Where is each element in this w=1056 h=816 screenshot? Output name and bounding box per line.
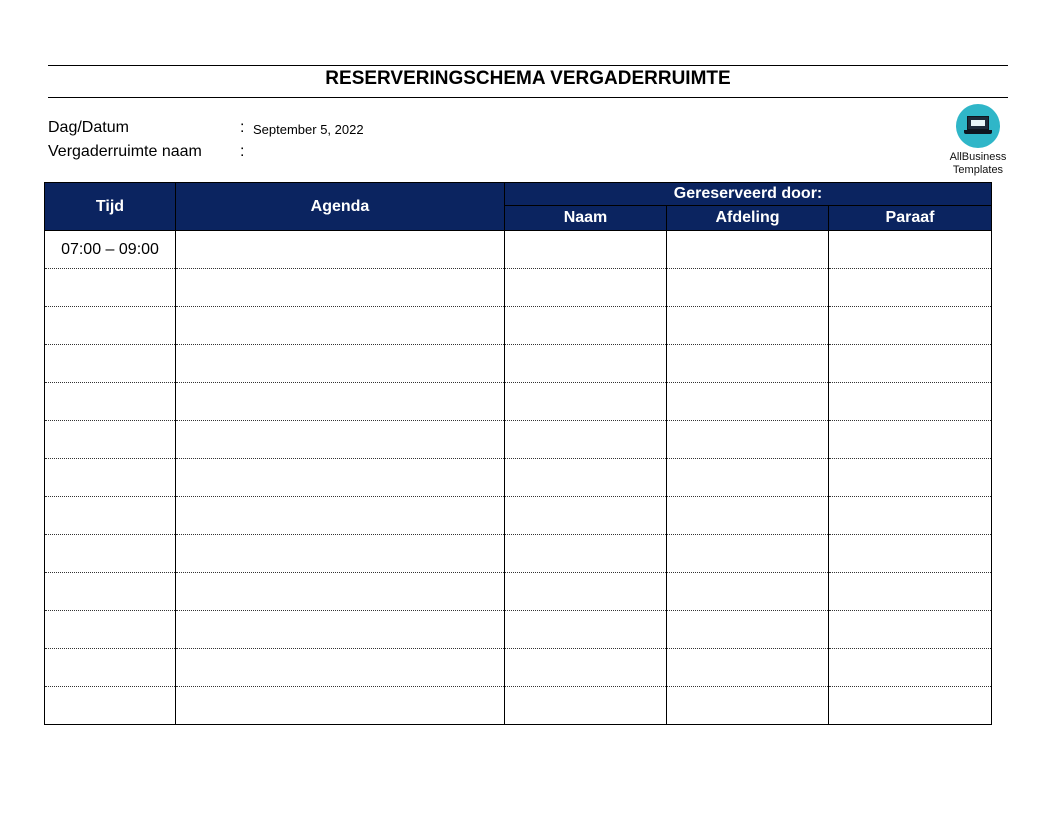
cell-agenda[interactable]: [176, 497, 505, 535]
cell-agenda[interactable]: [176, 421, 505, 459]
cell-naam[interactable]: [505, 345, 667, 383]
table-row: [45, 231, 992, 269]
cell-naam[interactable]: [505, 383, 667, 421]
cell-afdeling[interactable]: [667, 497, 829, 535]
header-afdeling: Afdeling: [667, 206, 829, 231]
header-agenda: Agenda: [176, 183, 505, 231]
cell-tijd[interactable]: [45, 383, 176, 421]
cell-afdeling[interactable]: [667, 421, 829, 459]
cell-naam[interactable]: [505, 687, 667, 725]
table-row: [45, 535, 992, 573]
cell-naam[interactable]: [505, 611, 667, 649]
table-row: [45, 421, 992, 459]
cell-tijd[interactable]: [45, 497, 176, 535]
cell-tijd[interactable]: [45, 573, 176, 611]
cell-afdeling[interactable]: [667, 345, 829, 383]
cell-agenda[interactable]: [176, 231, 505, 269]
cell-paraaf[interactable]: [829, 307, 992, 345]
cell-tijd[interactable]: 07:00 – 09:00: [45, 231, 176, 269]
table-row: [45, 649, 992, 687]
cell-paraaf[interactable]: [829, 459, 992, 497]
cell-naam[interactable]: [505, 649, 667, 687]
cell-agenda[interactable]: [176, 649, 505, 687]
cell-naam[interactable]: [505, 231, 667, 269]
date-label: Dag/Datum: [48, 119, 129, 136]
cell-agenda[interactable]: [176, 345, 505, 383]
cell-tijd[interactable]: [45, 459, 176, 497]
cell-paraaf[interactable]: [829, 383, 992, 421]
cell-naam[interactable]: [505, 459, 667, 497]
cell-agenda[interactable]: [176, 611, 505, 649]
cell-tijd[interactable]: [45, 421, 176, 459]
cell-paraaf[interactable]: [829, 421, 992, 459]
cell-afdeling[interactable]: [667, 649, 829, 687]
cell-paraaf[interactable]: [829, 231, 992, 269]
table-row: [45, 383, 992, 421]
cell-naam[interactable]: [505, 421, 667, 459]
room-label: Vergaderruimte naam: [48, 143, 202, 160]
cell-afdeling[interactable]: [667, 611, 829, 649]
header-tijd: Tijd: [45, 183, 176, 231]
cell-agenda[interactable]: [176, 535, 505, 573]
table-row: [45, 269, 992, 307]
cell-agenda[interactable]: [176, 459, 505, 497]
cell-tijd[interactable]: [45, 307, 176, 345]
reservation-table: [44, 182, 992, 725]
cell-naam[interactable]: [505, 535, 667, 573]
cell-afdeling[interactable]: [667, 231, 829, 269]
cell-afdeling[interactable]: [667, 383, 829, 421]
header-paraaf: Paraaf: [829, 206, 992, 231]
cell-afdeling[interactable]: [667, 269, 829, 307]
cell-naam[interactable]: [505, 573, 667, 611]
cell-naam[interactable]: [505, 307, 667, 345]
header-naam: Naam: [505, 206, 667, 231]
table-row: [45, 345, 992, 383]
cell-tijd[interactable]: [45, 687, 176, 725]
cell-afdeling[interactable]: [667, 459, 829, 497]
cell-paraaf[interactable]: [829, 345, 992, 383]
cell-tijd[interactable]: [45, 611, 176, 649]
cell-agenda[interactable]: [176, 269, 505, 307]
cell-paraaf[interactable]: [829, 269, 992, 307]
logo-text: [940, 151, 1016, 177]
cell-afdeling[interactable]: [667, 687, 829, 725]
cell-agenda[interactable]: [176, 307, 505, 345]
table-row: [45, 497, 992, 535]
cell-agenda[interactable]: [176, 573, 505, 611]
cell-tijd[interactable]: [45, 535, 176, 573]
cell-naam[interactable]: [505, 497, 667, 535]
cell-agenda[interactable]: [176, 687, 505, 725]
laptop-icon: [956, 104, 1000, 148]
table-row: [45, 611, 992, 649]
cell-agenda[interactable]: [176, 383, 505, 421]
table-row: [45, 573, 992, 611]
cell-paraaf[interactable]: [829, 497, 992, 535]
title-underline: [48, 97, 1008, 98]
logo-line2: Templates: [952, 164, 1004, 176]
cell-afdeling[interactable]: [667, 307, 829, 345]
cell-naam[interactable]: [505, 269, 667, 307]
cell-paraaf[interactable]: [829, 535, 992, 573]
cell-tijd[interactable]: [45, 345, 176, 383]
logo-line1: AllBusiness: [949, 151, 1007, 163]
page-title: RESERVERINGSCHEMA VERGADERRUIMTE: [325, 68, 731, 89]
date-colon: :: [240, 119, 245, 136]
table-body: [45, 231, 992, 725]
cell-tijd[interactable]: [45, 649, 176, 687]
cell-paraaf[interactable]: [829, 611, 992, 649]
table-row: [45, 307, 992, 345]
header-gereserveerd-door: Gereserveerd door:: [505, 183, 992, 206]
date-value: September 5, 2022: [253, 122, 364, 137]
cell-paraaf[interactable]: [829, 573, 992, 611]
cell-paraaf[interactable]: [829, 649, 992, 687]
cell-paraaf[interactable]: [829, 687, 992, 725]
room-colon: :: [240, 143, 245, 160]
table-row: [45, 459, 992, 497]
table-row: [45, 687, 992, 725]
cell-afdeling[interactable]: [667, 573, 829, 611]
cell-tijd[interactable]: [45, 269, 176, 307]
allbusiness-logo: [940, 104, 1016, 177]
cell-afdeling[interactable]: [667, 535, 829, 573]
